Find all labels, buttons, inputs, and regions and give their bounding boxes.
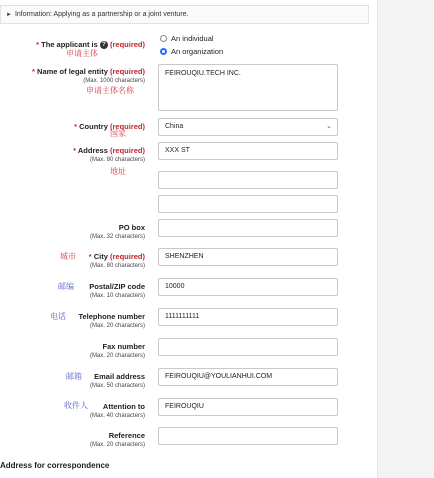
address-line-3[interactable] xyxy=(158,195,338,213)
radio-individual[interactable]: An individual xyxy=(160,34,214,43)
radio-selected-icon xyxy=(160,48,167,55)
expand-triangle-icon: ► xyxy=(6,12,12,18)
postal-note: 邮编 xyxy=(58,282,74,291)
applicant-label: * The applicant is ? (required) xyxy=(36,40,145,49)
city-note: 城市 xyxy=(60,252,76,261)
email-note: 邮箱 xyxy=(66,372,82,381)
address-label: * Address (required) xyxy=(73,146,145,155)
info-disclosure[interactable] xyxy=(0,5,369,24)
city-label: * City (required) xyxy=(88,252,145,261)
postal-input[interactable]: 10000 xyxy=(158,278,338,296)
telephone-label: Telephone number xyxy=(78,312,145,321)
po-box-label: PO box xyxy=(118,223,145,232)
country-value: China xyxy=(165,123,184,130)
correspondence-section-heading: Address for correspondence xyxy=(0,461,110,470)
country-label: * Country (required) xyxy=(74,122,145,131)
info-text: Information: Applying as a partnership or a joint venture. xyxy=(14,11,189,18)
telephone-note: 电话 xyxy=(50,312,66,321)
fax-hint: (Max. 20 characters) xyxy=(89,353,145,359)
postal-label: Postal/ZIP code xyxy=(89,282,145,291)
country-note: 国家 xyxy=(110,129,126,138)
help-icon[interactable]: ? xyxy=(100,41,108,49)
attention-hint: (Max. 40 characters) xyxy=(89,413,145,419)
email-hint: (Max. 50 characters) xyxy=(89,383,145,389)
legal-name-note: 申请主体名称 xyxy=(86,86,134,95)
postal-hint: (Max. 10 characters) xyxy=(89,293,145,299)
email-label: Email address xyxy=(94,372,145,381)
address-hint: (Max. 80 characters) xyxy=(89,157,145,163)
right-side-panel xyxy=(377,0,434,478)
chevron-down-icon: ⌄ xyxy=(326,123,332,130)
attention-input[interactable]: FEIROUQIU xyxy=(158,398,338,416)
telephone-hint: (Max. 20 characters) xyxy=(89,323,145,329)
attention-note: 收件人 xyxy=(64,401,88,410)
fax-input[interactable] xyxy=(158,338,338,356)
address-line-1[interactable]: XXX ST xyxy=(158,142,338,160)
radio-circle-icon xyxy=(160,35,167,42)
email-input[interactable]: FEIROUQIU@YOULIANHUI.COM xyxy=(158,368,338,386)
reference-hint: (Max. 20 characters) xyxy=(89,442,145,448)
country-select[interactable] xyxy=(158,118,338,136)
telephone-input[interactable]: 1111111111 xyxy=(158,308,338,326)
attention-label: Attention to xyxy=(102,402,145,411)
legal-name-textarea[interactable]: FEIROUQIU.TECH INC. xyxy=(158,64,338,111)
legal-name-label: * Name of legal entity (required) xyxy=(32,67,145,76)
fax-label: Fax number xyxy=(102,342,145,351)
po-box-hint: (Max. 32 characters) xyxy=(89,234,145,240)
radio-organization[interactable]: An organization xyxy=(160,47,223,56)
legal-name-hint: (Max. 1000 characters) xyxy=(83,78,145,84)
address-line-2[interactable] xyxy=(158,171,338,189)
po-box-input[interactable] xyxy=(158,219,338,237)
applicant-note: 申请主体 xyxy=(66,49,98,58)
city-hint: (Max. 80 characters) xyxy=(89,263,145,269)
reference-label: Reference xyxy=(108,431,145,440)
city-input[interactable]: SHENZHEN xyxy=(158,248,338,266)
address-note: 地址 xyxy=(110,167,126,176)
reference-input[interactable] xyxy=(158,427,338,445)
